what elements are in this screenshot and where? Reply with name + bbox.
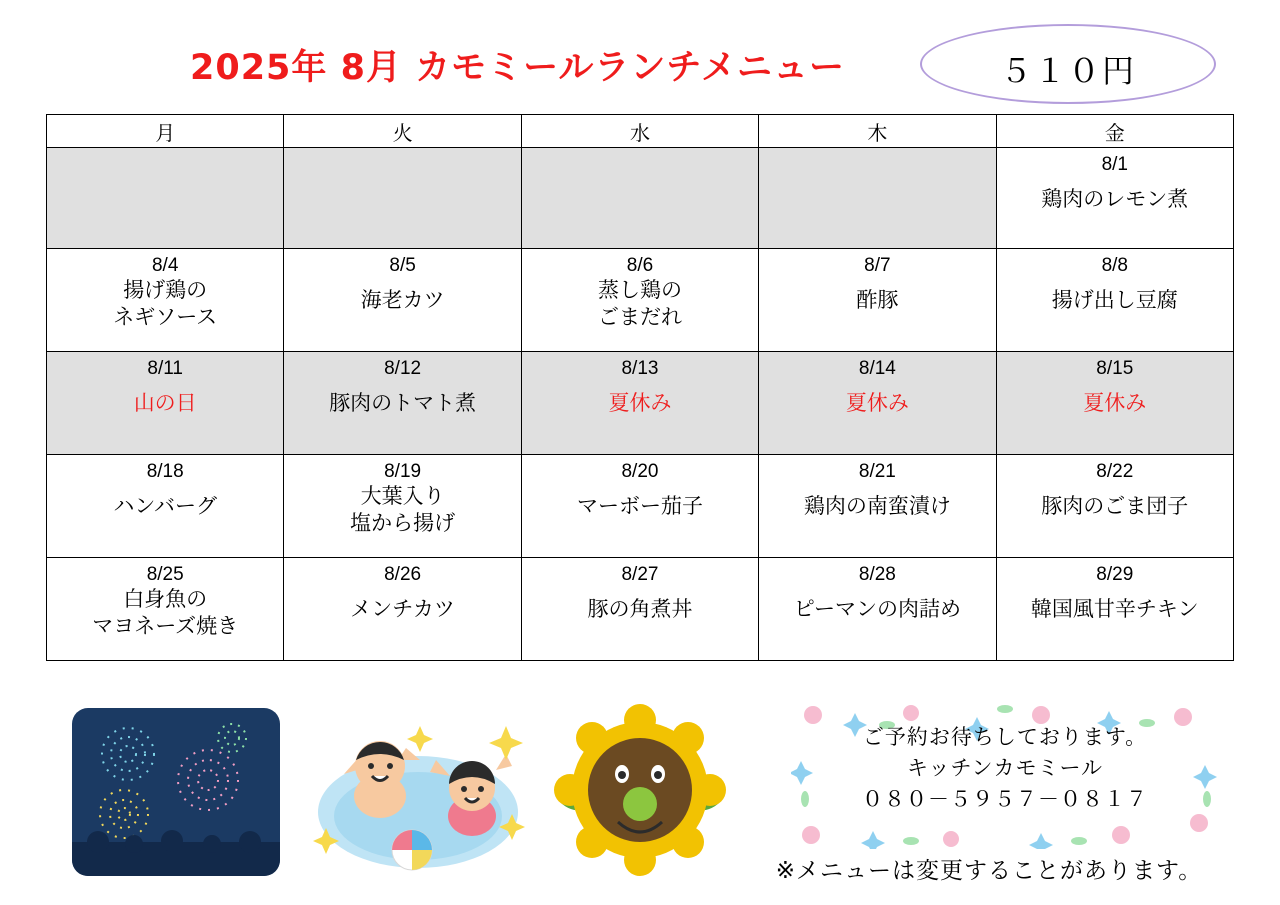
cell-date: 8/4 [151,255,179,276]
notice-line-1: ご予約お待ちしております。 [862,726,1148,749]
reservation-notice [790,722,1220,815]
calendar-cell [284,148,521,249]
cell-menu: ピーマンの肉詰め [793,598,961,621]
calendar-cell [284,249,521,352]
cell-date: 8/29 [1096,564,1134,585]
calendar-cell [521,148,758,249]
weekday-header-tue: 火 [284,115,521,148]
cell-menu: 揚げ鶏の ネギソース [113,279,218,329]
calendar-cell [996,148,1233,249]
cell-date: 8/22 [1096,461,1134,482]
cell-date: 8/5 [389,255,416,276]
calendar-row [47,352,1234,455]
calendar-header-row [47,115,1234,148]
footer-artwork [0,694,1280,905]
calendar-cell [996,455,1233,558]
cell-date: 8/19 [384,461,422,482]
cell-menu: 豚肉のごま団子 [1041,495,1189,518]
cell-menu: 揚げ出し豆腐 [1051,289,1178,312]
cell-date: 8/25 [146,564,184,585]
calendar-cell [47,558,284,661]
page-header [0,0,1280,112]
fireworks-svg [72,708,280,876]
cell-date: 8/14 [858,358,896,379]
pool-kids-icon [300,704,532,880]
calendar-row [47,249,1234,352]
calendar-cell [759,352,996,455]
calendar-cell [759,558,996,661]
cell-date: 8/21 [858,461,896,482]
price-label: ５１０円 [999,53,1136,89]
cell-date: 8/7 [864,255,891,276]
cell-menu: 山の日 [133,392,197,415]
calendar-cell [759,148,996,249]
cell-menu: 豚肉のトマト煮 [329,392,477,415]
cell-date: 8/12 [384,358,422,379]
cell-date: 8/15 [1096,358,1134,379]
cell-menu: 豚の角煮丼 [587,598,693,621]
calendar-table [46,114,1234,661]
cell-menu: 大葉入り 塩から揚げ [350,485,456,535]
calendar-cell [521,249,758,352]
calendar-cell [47,455,284,558]
weekday-header-wed: 水 [521,115,758,148]
sunflower-icon [540,704,740,884]
notice-line-3-phone: ０８０－５９５７－０８１７ [862,788,1148,811]
cell-date: 8/11 [147,358,183,379]
calendar-cell [284,558,521,661]
calendar-row [47,455,1234,558]
cell-menu: 鶏肉の南蛮漬け [803,495,951,518]
cell-menu: メンチカツ [350,598,455,621]
sunflower-svg [540,704,740,884]
calendar-cell [521,352,758,455]
weekday-header-fri: 金 [996,115,1233,148]
cell-date: 8/27 [621,564,659,585]
cell-menu: 酢豚 [856,289,899,312]
menu-change-note: ※メニューは変更することがあります。 [775,857,1203,883]
calendar-cell [521,455,758,558]
cell-menu: 夏休み [1083,392,1147,415]
cell-menu: 鶏肉のレモン煮 [1041,188,1189,211]
calendar-cell [47,352,284,455]
weekday-header-thu: 木 [759,115,996,148]
cell-date: 8/6 [626,255,654,276]
calendar-cell [996,249,1233,352]
calendar-cell [521,558,758,661]
cell-menu: 海老カツ [360,289,445,312]
cell-date: 8/20 [621,461,659,482]
calendar-cell [47,148,284,249]
calendar-row [47,148,1234,249]
fireworks-icon [72,708,280,876]
cell-menu: マーボー茄子 [576,495,703,518]
cell-menu: 夏休み [845,392,909,415]
cell-menu: ハンバーグ [113,495,217,518]
cell-date: 8/28 [858,564,896,585]
cell-menu: 蒸し鶏の ごまだれ [597,279,682,329]
page-title: 2025年 8月 カモミールランチメニュー [190,48,846,88]
cell-menu: 夏休み [608,392,672,415]
calendar-cell [759,455,996,558]
cell-date: 8/18 [146,461,184,482]
cell-date: 8/26 [384,564,422,585]
calendar-cell [996,352,1233,455]
calendar-cell [284,455,521,558]
calendar-cell [284,352,521,455]
calendar-body [47,148,1234,661]
lunch-menu-calendar [46,114,1234,661]
cell-date: 8/13 [621,358,659,379]
calendar-cell [47,249,284,352]
pool-kids-svg [300,704,532,880]
calendar-cell [996,558,1233,661]
calendar-row [47,558,1234,661]
notice-line-2: キッチンカモミール [906,757,1104,780]
cell-date: 8/8 [1101,255,1128,276]
cell-menu: 白身魚の マヨネーズ焼き [92,588,239,638]
cell-date: 8/1 [1101,154,1128,175]
calendar-cell [759,249,996,352]
cell-menu: 韓国風甘辛チキン [1030,598,1199,621]
weekday-header-mon: 月 [47,115,284,148]
